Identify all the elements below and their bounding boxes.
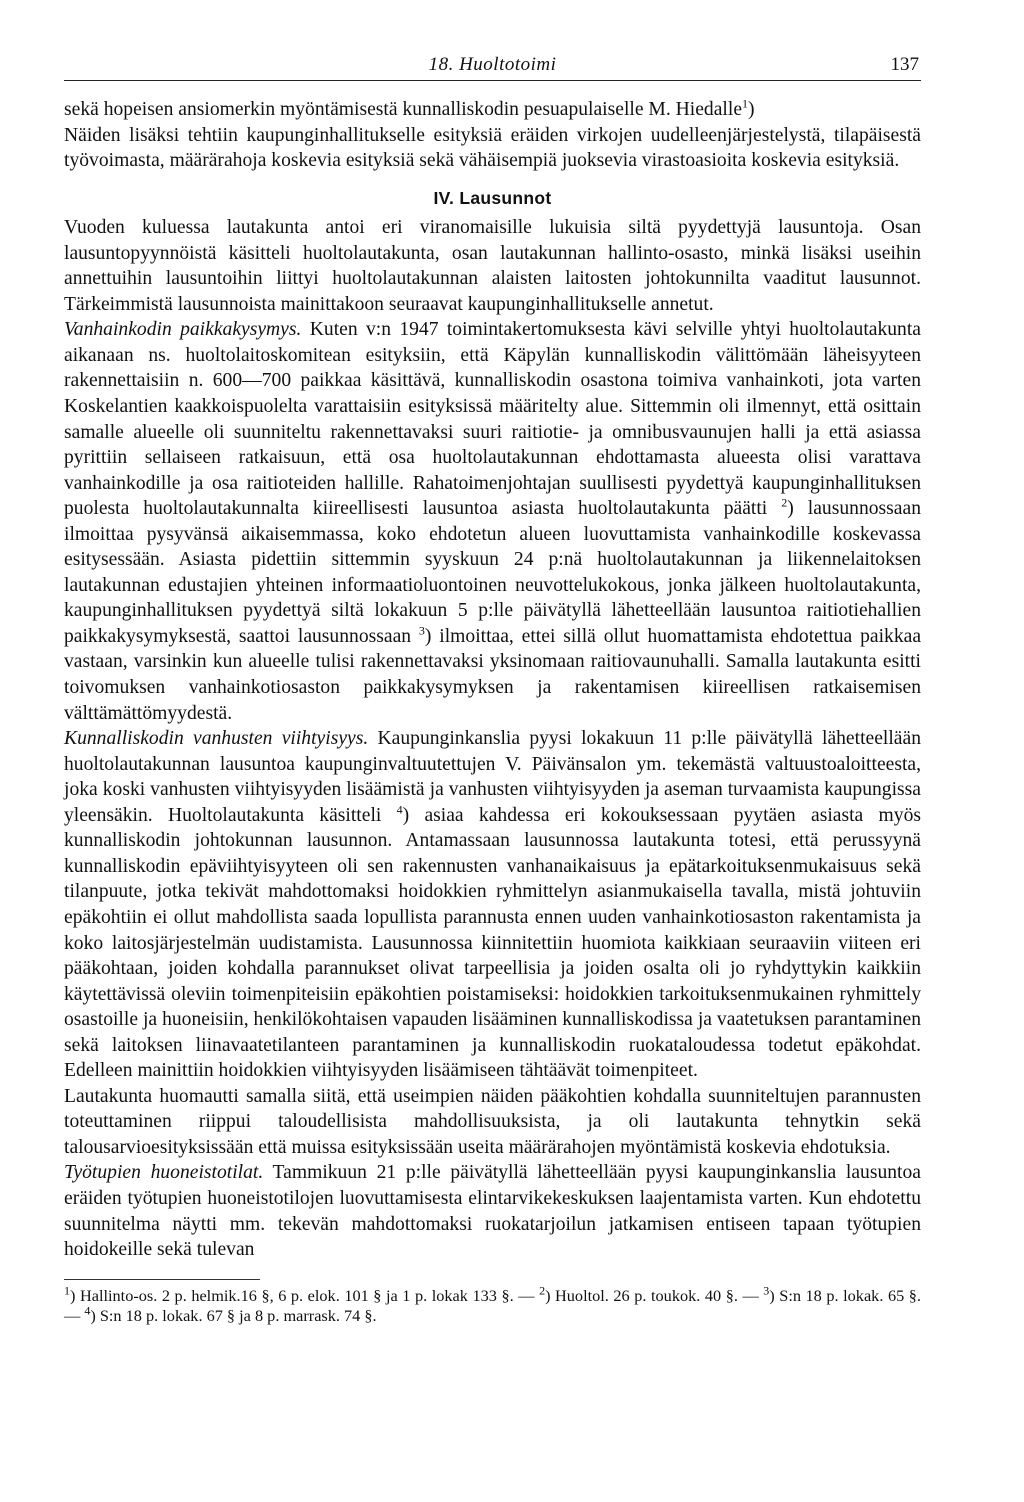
footnote-4: ) S:n 18 p. lokak. 67 § ja 8 p. marrask. 74 §. bbox=[90, 1305, 377, 1325]
paragraph-7-text: Tammikuun 21 p:lle päivätyllä lähetteellään pyysi kaupunginkanslia lausuntoa eräiden työtupien huoneistotilojen luovuttamisesta elintarvikekeskuksen laajentamista varten. Kun ehdotettu suunnitelma näytti mm. tekevän mahdottomaksi ruokatarjoilun jatkamisen entiseen tapaan työtupien hoidokeille sekä tulevan bbox=[64, 1162, 921, 1261]
paragraph-3: Vuoden kuluessa lautakunta antoi eri viranomaisille lukuisia siltä pyydettyjä lausuntoja. Osan lausuntopyynnöistä käsitteli huoltolautakunta, osan lautakunnan hallinto-osasto, minkä lisäksi useihin annettuihin lausuntoihin liittyi huoltolautakunnan alaisten laitosten johtokunnilta vaaditut lausunnot. Tärkeimmistä lausunnoista mainittakoon seuraavat kaupunginhallitukselle annetut. bbox=[64, 217, 921, 315]
paragraph-4-text-a: Kuten v:n 1947 toimintakertomuksesta kävi selville yhtyi huoltolautakunta aikanaan ns. huoltolaitoskomitean esityksiin, että Käpylän kunnalliskodin välittömään läheisyyteen rakennettaisiin n. 600—700 paikkaa käsittävä, kunnalliskodin osastona toimiva vanhainkoti, jota varten Koskelantien kaakkoispuolelta varattaisiin esityksissä määritelty alue. Sittemmin oli ilmennyt, että osittain samalle alueelle oli suunniteltu rakennettavaksi suuri raitiotie- ja omnibusvaunujen halli ja että asiassa pyrittiin sellaiseen ratkaisuun, että osa huoltolautakunnan ehdottamasta alueesta olisi varattava vanhainkodille ja osa raitioteiden hallille. Rahatoimenjohtajan suullisesti pyydettyä kaupunginhallituksen puolesta huoltolautakunnalta kiireellisesti lausuntoa asiasta huoltolautakunta päätti bbox=[64, 319, 921, 520]
subheading-kunnalliskodin: Kunnalliskodin vanhusten viihtyisyys. bbox=[64, 728, 369, 750]
paragraph-4-text-b: ) lausunnossaan ilmoittaa pysyvänsä aikaisemmassa, koko ehdotetun alueen luovuttamista vanhainkodille koskevassa esitysessään. Asiasta pidettiin sittemmin syyskuun 24 p:nä huoltolautakunnan ja liikennelaitoksen lautakunnan edustajien yhteinen informaatioluontoinen neuvottelukokous, jonka jälkeen huoltolautakunta, kaupunginhallituksen pyydettyä siltä lokakuun 5 p:lle päivätyllä lähetteellään lausuntoa raitiotiehallien paikkakysymyksestä, saattoi lausunnossaan bbox=[64, 498, 921, 647]
footnote-ref-2: 2 bbox=[781, 495, 788, 510]
footnotes bbox=[64, 1283, 921, 1326]
chapter-title: 18. Huoltotoimi bbox=[428, 54, 557, 75]
paragraph-5 bbox=[64, 726, 921, 1084]
footnote-rule bbox=[64, 1279, 260, 1280]
paragraph-7 bbox=[64, 1160, 921, 1262]
footnote-4-mark: 4 bbox=[84, 1303, 91, 1318]
footnote-2-mark: 2 bbox=[539, 1283, 546, 1298]
body-text bbox=[64, 97, 921, 1263]
paragraph-6: Lautakunta huomautti samalla siitä, että useimpien näiden pääkohtien kohdalla suunniteltujen parannusten toteuttaminen riippui taloudellisista mahdollisuuksista, ja oli lautakunta tehnytkin sekä talousarvioesityksissään että muissa esityksissään useita määrärahojen myöntämistä koskevia ehdotuksia. bbox=[64, 1085, 921, 1158]
footnote-3: ) S:n 18 p. lokak. 65 §. — bbox=[64, 1285, 921, 1325]
footnote-1: ) Hallinto-os. 2 p. helmik.16 §, 6 p. elok. 101 § ja 1 p. lokak 133 §. — bbox=[70, 1285, 540, 1305]
page bbox=[64, 50, 921, 1326]
paragraph-2: Näiden lisäksi tehtiin kaupunginhallitukselle esityksiä eräiden virkojen uudelleenjärjestelystä, tilapäisestä työvoimasta, määrärahoja koskevia esityksiä sekä vähäisempiä juoksevia virastoasioita koskevia esityksiä. bbox=[64, 124, 921, 172]
footnote-ref-4: 4 bbox=[396, 802, 403, 817]
page-number: 137 bbox=[890, 54, 919, 75]
paragraph-4 bbox=[64, 317, 921, 726]
paragraph-5-text-a: Kaupunginkanslia pyysi lokakuun 11 p:lle päivätyllä lähetteellään huoltolautakunnan lausuntoa kaupunginvaltuutettujen V. Päivänsalon ym. tekemästä valtuustoaloitteesta, joka koski vanhusten viihtyisyyden lisäämistä ja vanhusten viihtyisyyden ja aseman turvaamista kaupungissa yleensäkin. Huoltolautakunta käsitteli bbox=[64, 728, 921, 826]
footnote-3-mark: 3 bbox=[763, 1283, 770, 1298]
paragraph-5-text-b: ) asiaa kahdessa eri kokouksessaan pyytäen asiasta myös kunnalliskodin johtokunnan lausunnon. Antamassaan lausunnossa lautakunta totesi, että perussyynä kunnalliskodin epäviihtyisyyteen oli sen rakennusten vanhanaikaisuus ja epätarkoituksenmukaisuus sekä tilanpuute, jotka tekivät mahdottomaksi hoidokkien ryhmittelyn asianmukaisella tavalla, mistä johtuviin epäkohtiin ei ollut mahdollista saada lopullista parannusta ennen uuden vanhainkotiosaston rakentamista ja koko laitosjärjestelmän uudistamista. Lausunnossa kiinnitettiin huomiota kaikkiaan seuraaviin viiteen eri pääkohtaan, joiden kohdalla parannukset olivat tarpeellisia ja joiden osalta oli jo ryhdyttykin kaikkiin käytettävissä oleviin toimenpiteisiin epäkohtien poistamiseksi: hoidokkien tarkoituksenmukainen ryhmittely osastoille ja huoneisiin, henkilökohtaisen vapauden lisääminen kunnalliskodissa ja vaatetuksen parantaminen sekä laitoksen liinavaatetilanteen parantaminen ja kunnalliskodin ruokataloudessa todetut epäkohdat. Edelleen mainittiin hoidokkien viihtyisyyden lisäämiseen tähtäävät toimenpiteet. bbox=[64, 804, 921, 1082]
footnote-ref-1-paren: ) bbox=[748, 99, 755, 120]
subheading-tyotupien: Työtupien huoneistotilat. bbox=[64, 1162, 264, 1184]
footnote-2: ) Huoltol. 26 p. toukok. 40 §. — bbox=[545, 1285, 764, 1305]
paragraph-4-text-c: ) ilmoittaa, ettei sillä ollut huomattamista ehdotettua paikkaa vastaan, varsinkin kun alueelle tulisi rakennettavaksi yksinomaan raitiovaunuhalli. Samalla lautakunta esitti toivomuksen vanhainkotiosaston paikkakysymyksen ja rakentamisen kiireellisen ratkaisemisen välttämättömyydestä. bbox=[64, 625, 922, 724]
paragraph-1-text: sekä hopeisen ansiomerkin myöntämisestä kunnalliskodin pesuapulaiselle M. Hiedalle bbox=[64, 99, 743, 120]
footnote-ref-1: 1 bbox=[742, 96, 749, 111]
section-heading: IV. Lausunnot bbox=[433, 187, 552, 208]
subheading-vanhainkodin: Vanhainkodin paikkakysymys. bbox=[64, 319, 302, 341]
paragraph-1 bbox=[64, 97, 921, 123]
footnote-1-mark: 1 bbox=[64, 1283, 70, 1298]
footnote-ref-3: 3 bbox=[418, 623, 425, 638]
running-header bbox=[64, 50, 921, 81]
